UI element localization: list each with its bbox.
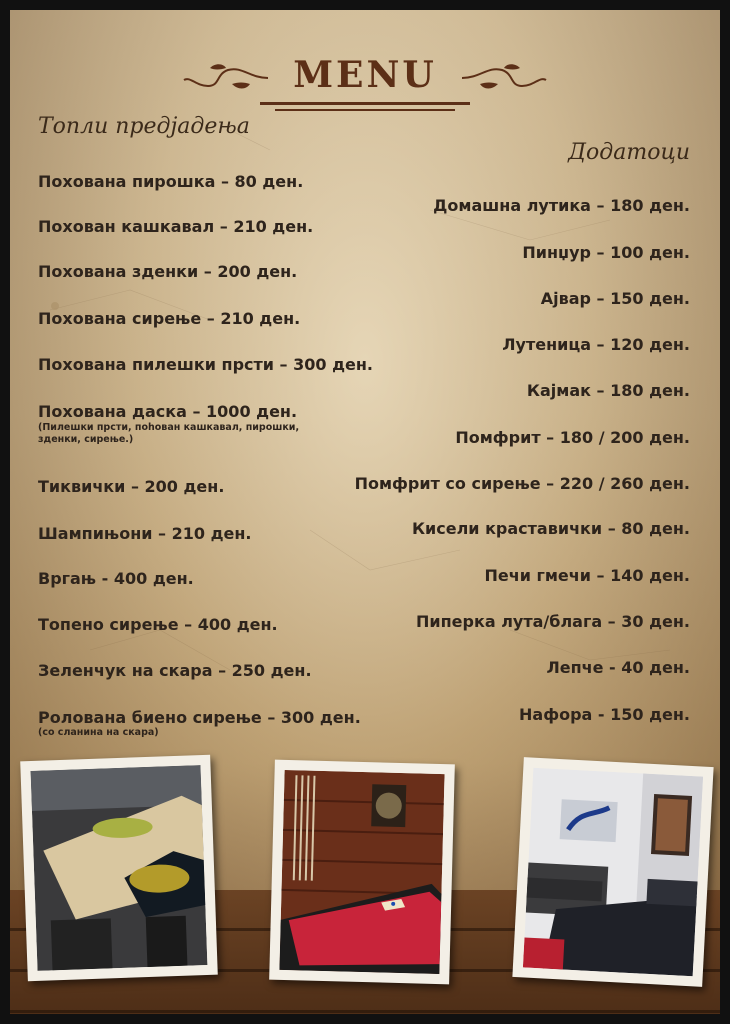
left-item: Похована пилешки прсти – 300 ден. [38, 355, 373, 374]
left-item: Топено сирење – 400 ден. [38, 615, 278, 634]
left-item: Зеленчук на скара – 250 ден. [38, 661, 312, 680]
left-item-note: (Пилешки прсти, пohован кашкавал, пирошки, зденки, сирење.) [38, 422, 300, 445]
right-item: Пиперка лута/блага – 30 ден. [416, 612, 690, 631]
left-item: Похована зденки – 200 ден. [38, 262, 298, 281]
left-item: Шампињони – 210 ден. [38, 524, 252, 543]
right-item: Лутеница – 120 ден. [502, 335, 690, 354]
bedroom-photo [512, 757, 713, 987]
menu-page [10, 10, 720, 1014]
left-item: Похована сирење – 210 ден. [38, 309, 301, 328]
right-item: Нафора - 150 ден. [519, 705, 690, 724]
title-underline-secondary [275, 109, 455, 111]
left-item: Ролована биено сирење – 300 ден. [38, 708, 361, 727]
right-item: Ајвар – 150 ден. [540, 289, 690, 308]
menu-title: MENU [293, 54, 437, 96]
right-item: Лепче - 40 ден. [546, 658, 690, 677]
billiard-photo [269, 760, 455, 985]
right-section-heading: Додатоци [568, 140, 690, 165]
right-item: Печи гмечи – 140 ден. [484, 566, 690, 585]
table-photo [20, 755, 218, 981]
left-item: Похован кашкавал – 210 ден. [38, 217, 314, 236]
title-underline [260, 102, 470, 105]
left-item: Похована даска – 1000 ден. [38, 402, 298, 421]
right-item: Домашна лутика – 180 ден. [433, 196, 690, 215]
left-item: Похована пирошка – 80 ден. [38, 172, 304, 191]
left-section-heading: Топли предјадења [38, 114, 250, 139]
right-flourish-icon [460, 60, 550, 96]
right-item: Кајмак – 180 ден. [526, 381, 690, 400]
right-item: Пинџур – 100 ден. [522, 243, 690, 262]
left-item: Тиквички – 200 ден. [38, 477, 225, 496]
left-item-note: (со сланина на скара) [38, 727, 159, 738]
left-item: Вргањ - 400 ден. [38, 569, 194, 588]
right-item: Помфрит со сирење – 220 / 260 ден. [354, 474, 690, 493]
menu-header [180, 46, 550, 116]
right-item: Кисели краставички – 80 ден. [411, 519, 690, 538]
right-item: Помфрит – 180 / 200 ден. [455, 428, 690, 447]
